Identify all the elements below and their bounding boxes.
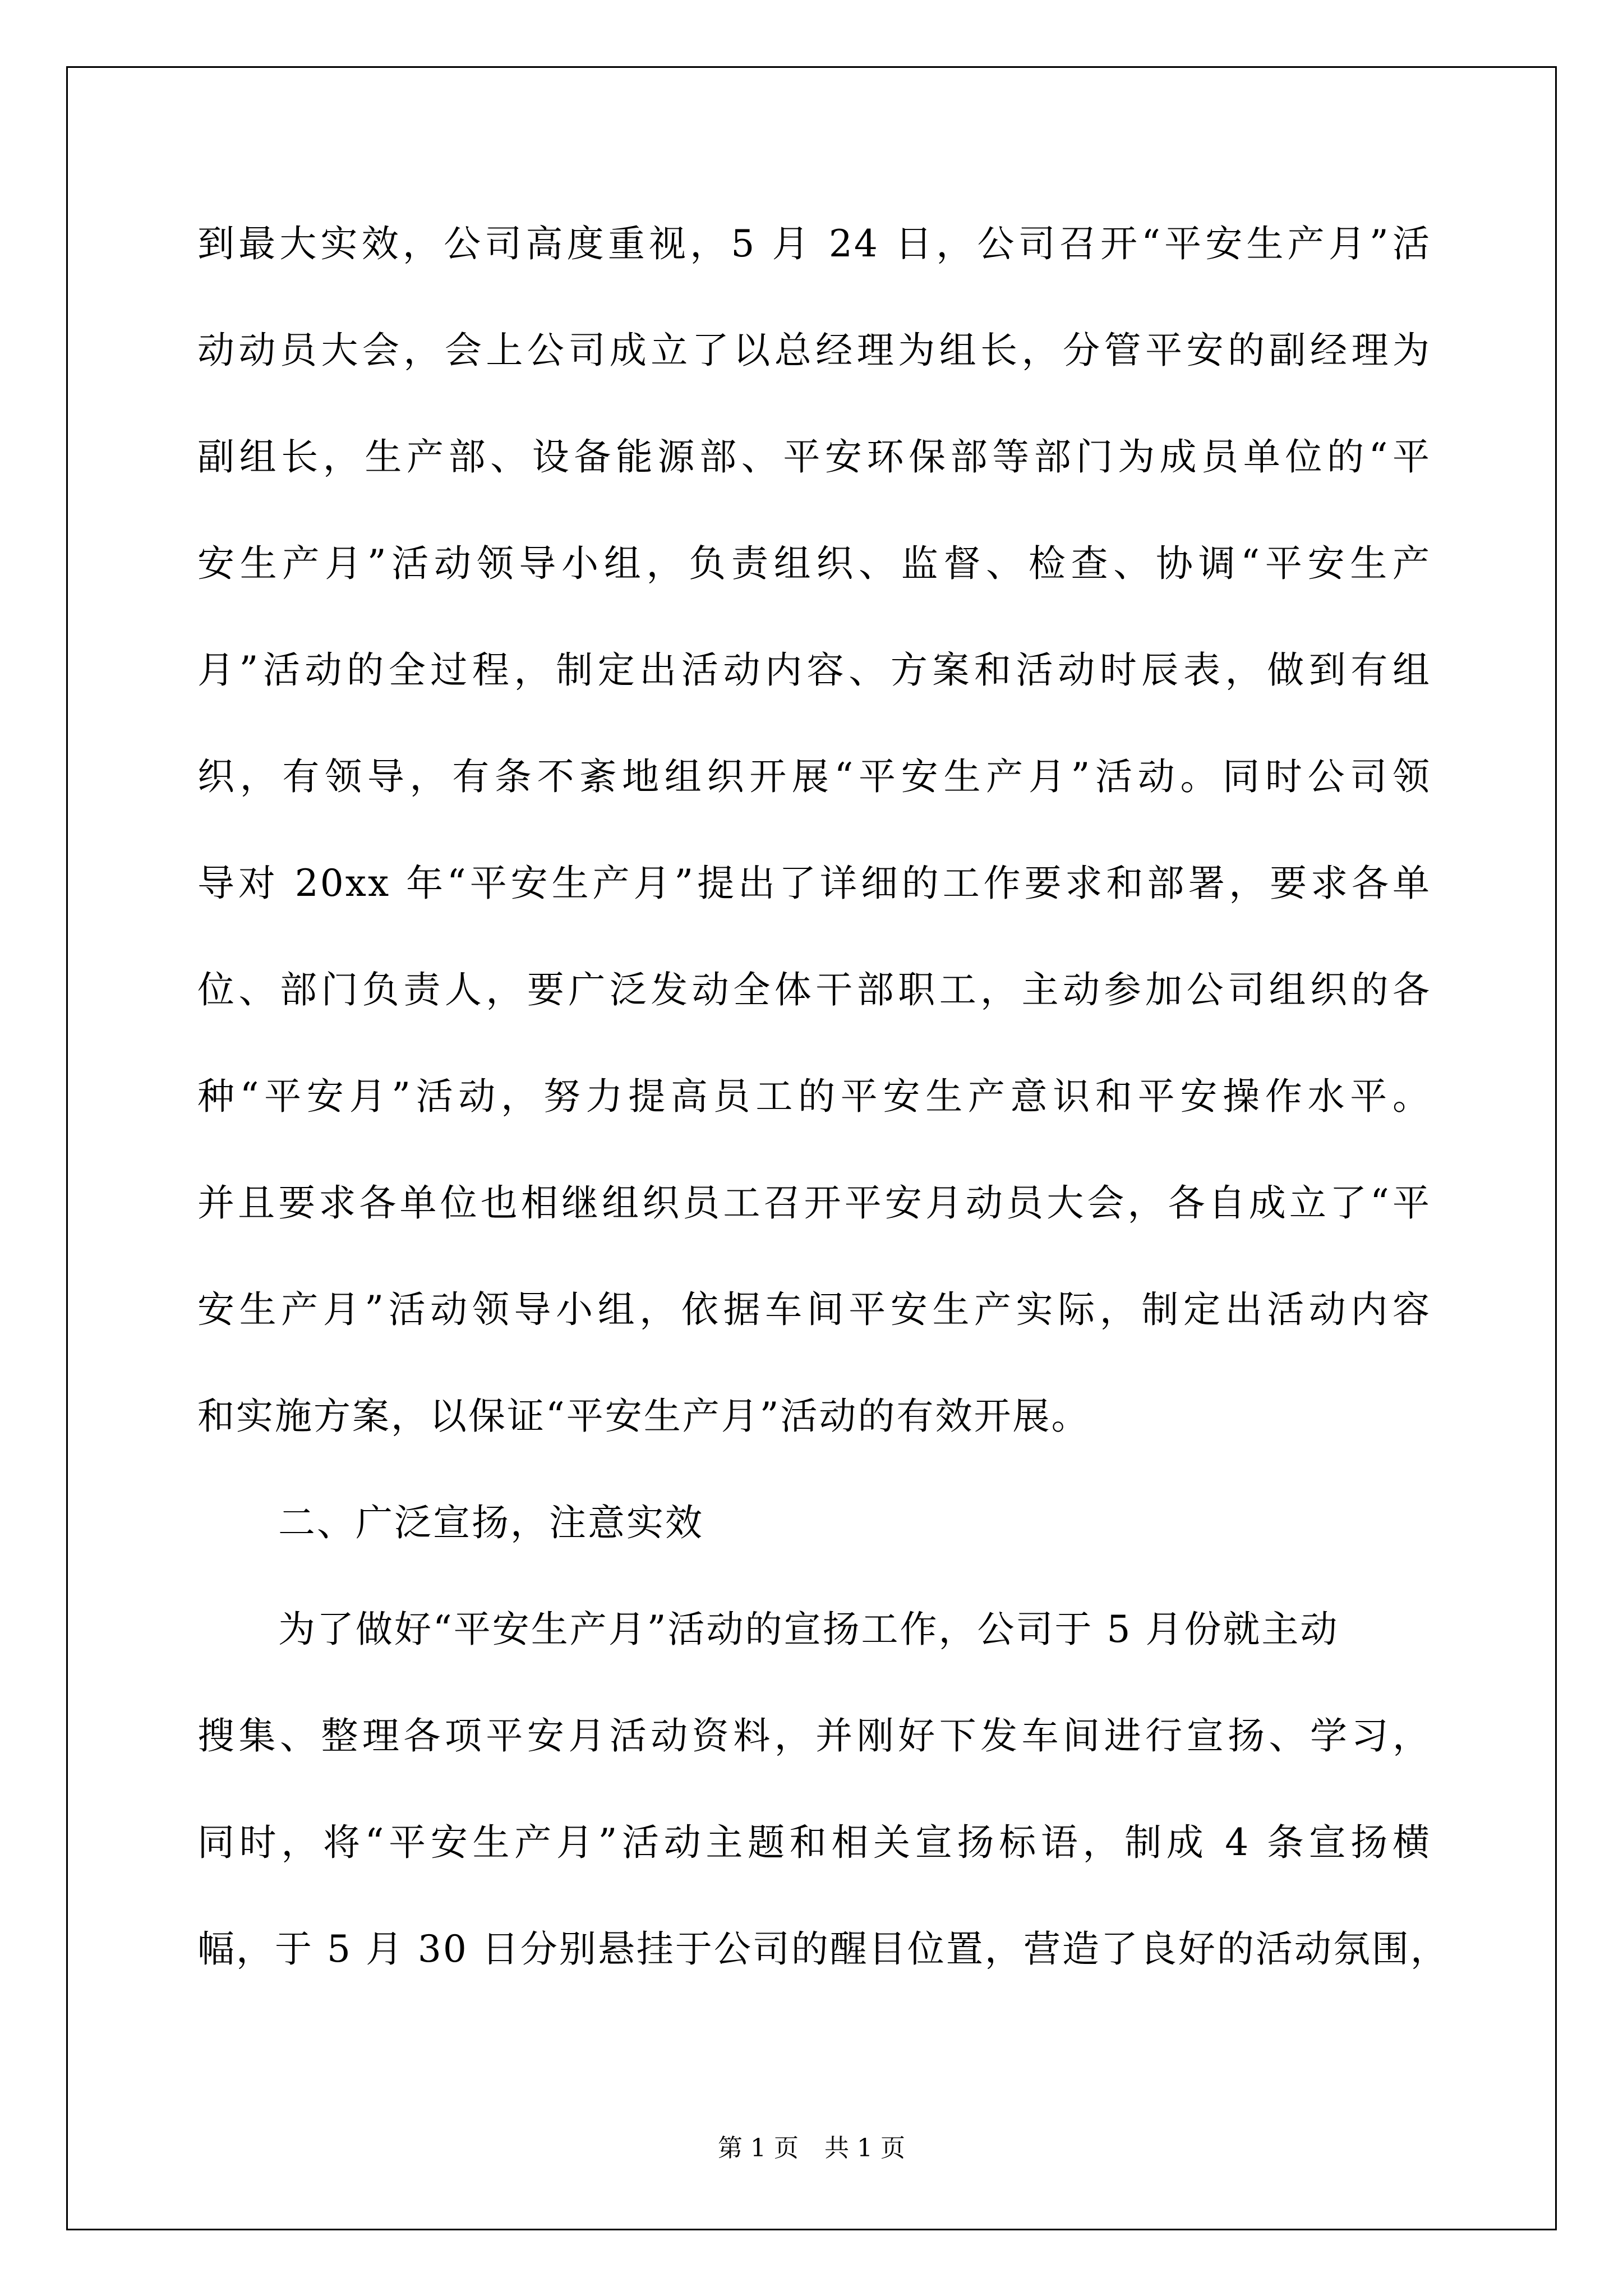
text-line: 种“平安月”活动，努力提高员工的平安生产意识和平安操作水平。 [197,1075,1431,1118]
text-line: 到最大实效，公司高度重视，5 月 24 日，公司召开“平安生产月”活 [197,222,1431,265]
page-total: 共 1 页 [824,2134,905,2162]
text-line: 月”活动的全过程，制定出活动内容、方案和活动时辰表，做到有组 [197,648,1431,692]
text-line: 位、部门负责人，要广泛发动全体干部职工，主动参加公司组织的各 [197,968,1431,1011]
text-line: 副组长，生产部、设备能源部、平安环保部等部门为成员单位的“平 [197,435,1431,478]
text-line: 同时，将“平安生产月”活动主题和相关宣扬标语，制成 4 条宣扬横 [197,1821,1431,1864]
text-line: 搜集、整理各项平安月活动资料，并刚好下发车间进行宣扬、学习， [197,1714,1431,1757]
text-line: 导对 20xx 年“平安生产月”提出了详细的工作要求和部署，要求各单 [197,862,1431,905]
page-footer [0,2132,1623,2165]
text-line: 安生产月”活动领导小组，依据车间平安生产实际，制定出活动内容 [197,1288,1431,1331]
text-line: 织，有领导，有条不紊地组织开展“平安生产月”活动。同时公司领 [197,755,1431,798]
text-line: 安生产月”活动领导小组，负责组织、监督、检查、协调“平安生产 [197,542,1431,585]
text-line: 并且要求各单位也相继组织员工召开平安月动员大会，各自成立了“平 [197,1181,1431,1225]
text-line: 动动员大会，会上公司成立了以总经理为组长，分管平安的副经理为 [197,329,1431,372]
paragraph-first-line: 为了做好“平安生产月”活动的宣扬工作，公司于 5 月份就主动 [278,1608,1339,1651]
paragraph-last-line: 和实施方案，以保证“平安生产月”活动的有效开展。 [197,1395,1090,1438]
text-line: 幅，于 5 月 30 日分别悬挂于公司的醒目位置，营造了良好的活动氛围， [197,1927,1449,1971]
section-heading: 二、广泛宣扬，注意实效 [278,1501,704,1544]
document-body [197,209,1449,2021]
page-number: 第 1 页 [718,2134,799,2162]
